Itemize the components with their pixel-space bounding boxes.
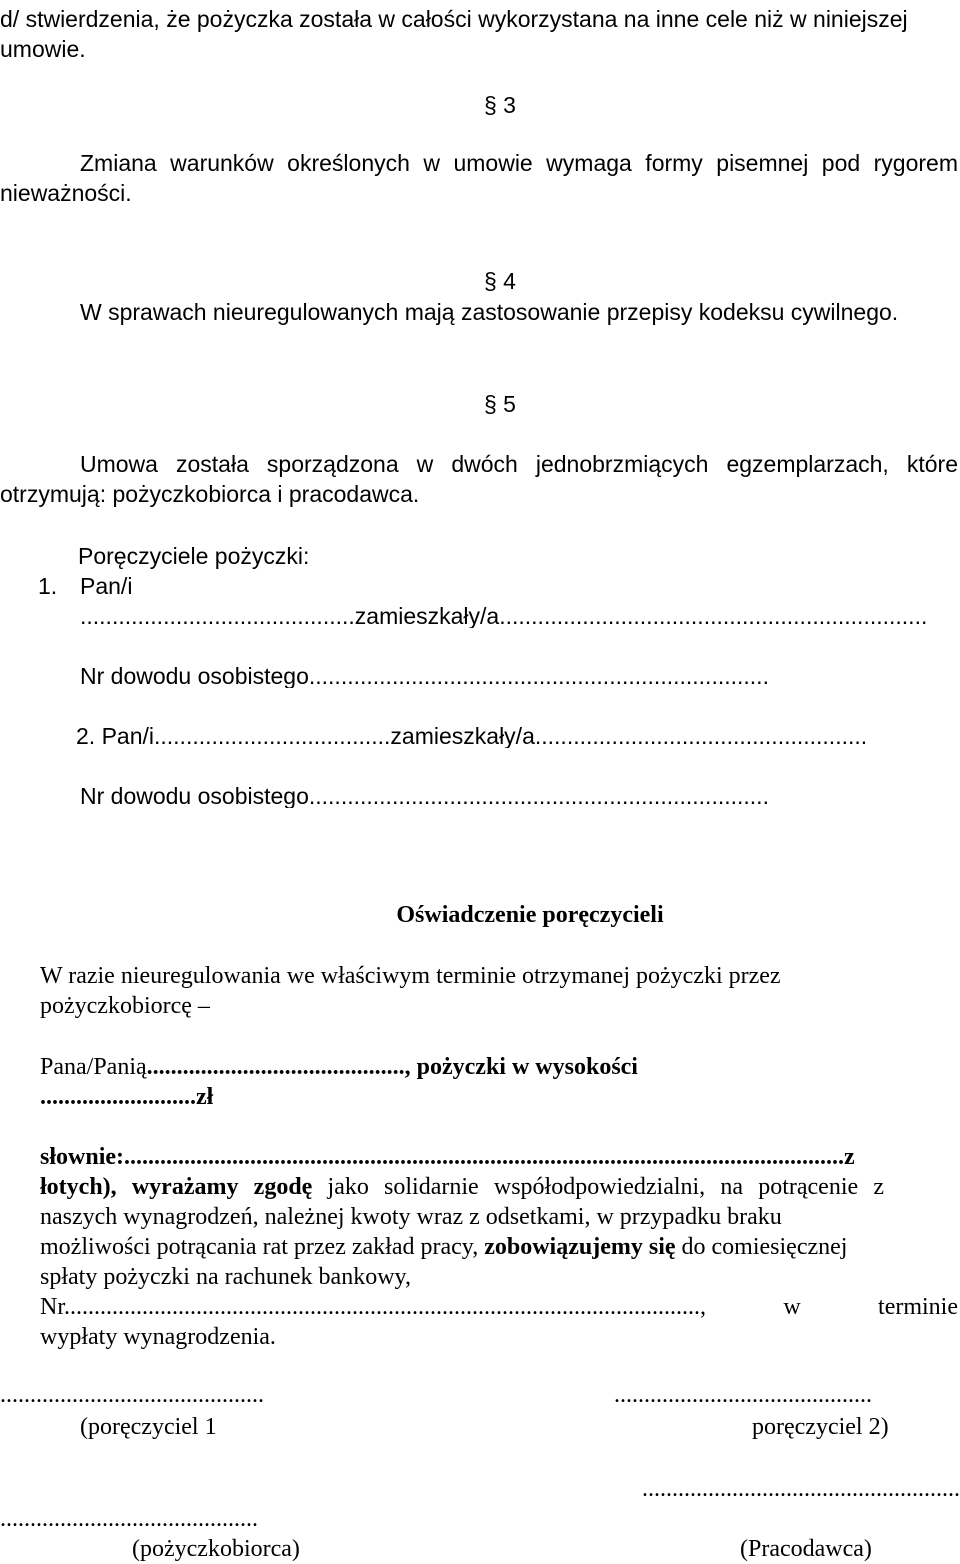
declaration-line-3-bold: ..........................................., pożyczki w wysokości: [146, 1055, 638, 1079]
intro-line-2: umowie.: [0, 36, 86, 62]
declaration-line-1: W razie nieuregulowania we właściwym terminie otrzymanej pożyczki przez: [40, 963, 781, 989]
guarantor-1-id: Nr dowodu osobistego........................................................................: [80, 665, 769, 688]
signature-dots-guarantor-2: ...........................................: [614, 1383, 872, 1407]
declaration-line-2: pożyczkobiorcę –: [40, 993, 210, 1019]
declaration-line-6-bold: łotych), wyrażamy zgodę: [40, 1174, 313, 1200]
section-3-line-2: nieważności.: [0, 180, 132, 206]
declaration-line-8-bold: zobowiązujemy się: [484, 1234, 676, 1260]
section-5-line-2: otrzymują: pożyczkobiorca i pracodawca.: [0, 481, 420, 507]
signature-dots-guarantor-1: ............................................: [0, 1383, 264, 1407]
declaration-line-6-plain: jako solidarnie współodpowiedzialni, na potrącenie z: [327, 1174, 885, 1200]
guarantors-heading: Poręczyciele pożyczki:: [78, 543, 310, 569]
section-4-line-1: W sprawach nieuregulowanych mają zastosowanie przepisy kodeksu cywilnego.: [80, 299, 899, 325]
declaration-line-9: spłaty pożyczki na rachunek bankowy,: [40, 1264, 411, 1290]
declaration-line-6: [40, 1175, 884, 1199]
declaration-line-8-plain-a: możliwości potrącania rat przez zakład pracy,: [40, 1234, 479, 1260]
intro-text-1: d/ stwierdzenia, że pożyczka została w całości wykorzystana na inne cele niż w niniejszej: [0, 6, 908, 32]
guarantor-2-id: Nr dowodu osobistego........................................................................: [80, 785, 769, 808]
declaration-line-3: [40, 1055, 800, 1079]
section-3-heading: § 3: [484, 92, 516, 118]
guarantor-1-number: 1.: [38, 573, 58, 599]
signature-label-guarantor-2: poręczyciel 2): [752, 1414, 889, 1440]
declaration-line-3-plain: Pana/Panią: [40, 1055, 147, 1079]
declaration-line-4: ..........................zł: [40, 1084, 214, 1110]
declaration-line-8-plain-b: do comiesięcznej: [681, 1234, 848, 1260]
declaration-line-8: [40, 1235, 847, 1259]
guarantor-2-line: 2. Pan/i.....................................zamieszkały/a....................................................: [76, 725, 868, 748]
section-3-line-1: Zmiana warunków określonych w umowie wymaga formy pisemnej pod rygorem: [80, 150, 958, 176]
guarantor-1-address: ...........................................zamieszkały/a...................................................................: [80, 605, 928, 628]
signature-label-borrower: (pożyczkobiorca): [132, 1536, 300, 1562]
section-5-line-1: Umowa została sporządzona w dwóch jednobrzmiących egzemplarzach, które: [80, 451, 958, 477]
signature-label-employer: (Pracodawca): [740, 1536, 872, 1562]
signature-dots-employer: .....................................................: [642, 1477, 960, 1501]
section-4-heading: § 4: [484, 268, 516, 294]
section-5-heading: § 5: [484, 391, 516, 417]
declaration-title: Oświadczenie poręczycieli: [396, 902, 664, 928]
declaration-line-10: Nr.........................................................................................................., w terminie: [40, 1295, 958, 1319]
intro-line-1: [0, 8, 955, 31]
declaration-line-7: naszych wynagrodzeń, należnej kwoty wraz z odsetkami, w przypadku braku: [40, 1204, 782, 1230]
signature-dots-borrower: ...........................................: [0, 1507, 258, 1531]
declaration-line-11: wypłaty wynagrodzenia.: [40, 1324, 276, 1350]
declaration-line-5: słownie:........................................................................................................................z: [40, 1145, 855, 1169]
signature-label-guarantor-1: (poręczyciel 1: [80, 1414, 217, 1440]
guarantor-1-name: Pan/i: [80, 573, 133, 599]
